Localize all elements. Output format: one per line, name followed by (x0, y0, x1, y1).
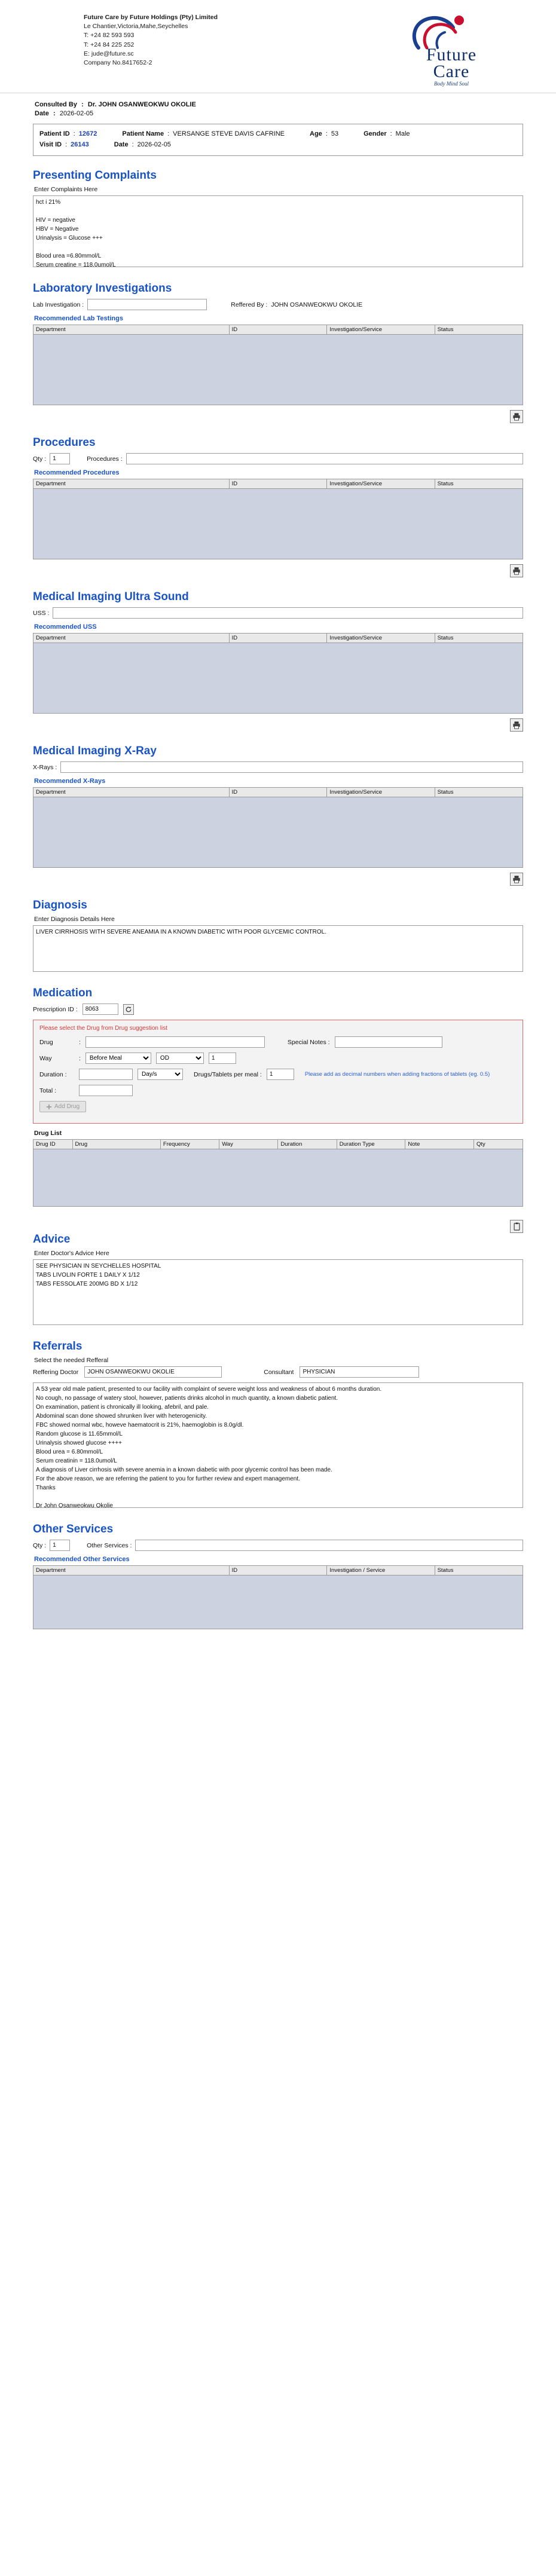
company-logo (383, 13, 520, 87)
medication-section (0, 987, 556, 1207)
visit-date-label: Date (114, 141, 129, 149)
diagnosis-textarea[interactable] (33, 925, 523, 972)
logo-line-2: Care (433, 61, 470, 81)
uss-col-id: ID (229, 634, 327, 643)
complaints-textarea[interactable] (33, 195, 523, 267)
referrals-title: Referrals (33, 1340, 83, 1353)
clipboard-icon (513, 1222, 521, 1231)
drug-col-way: Way (219, 1140, 278, 1149)
procedures-qty-input[interactable] (50, 453, 70, 464)
medication-title: Medication (33, 987, 93, 1000)
proc-col-id: ID (229, 479, 327, 489)
xray-table (33, 787, 523, 797)
decimal-note: Please add as decimal numbers when adding fractions of tablets (eg. 0.5) (304, 1071, 490, 1078)
drugs-per-meal-input[interactable] (267, 1069, 294, 1080)
patient-info-box (33, 124, 523, 156)
lab-col-service: Investigation/Service (327, 325, 435, 335)
company-tel-1: T: +24 82 593 593 (84, 32, 135, 39)
total-input[interactable] (79, 1085, 133, 1096)
duration-input[interactable] (79, 1069, 133, 1080)
lab-table-header-row (33, 325, 523, 335)
drug-col-id: Drug ID (33, 1140, 73, 1149)
os-col-id: ID (229, 1566, 327, 1575)
medication-entry-panel (33, 1020, 523, 1124)
drug-row: Drug : Special Notes : (39, 1036, 517, 1048)
drug-col-duration: Duration (278, 1140, 337, 1149)
lab-print-button[interactable] (510, 410, 523, 423)
patient-gender-value: Male (395, 130, 410, 138)
proc-col-status: Status (435, 479, 523, 489)
referred-by-label: Reffered By : (231, 301, 268, 308)
other-services-body[interactable] (33, 1575, 523, 1629)
company-details (84, 13, 218, 68)
consulted-by-value: Dr. JOHN OSANWEOKWU OKOLIE (87, 101, 196, 109)
uss-label: USS : (33, 609, 50, 617)
logo-line-1: Future (426, 45, 477, 65)
diagnosis-sublabel: Enter Diagnosis Details Here (34, 916, 115, 923)
lab-investigation-label: Lab Investigation : (33, 301, 84, 308)
other-services-input[interactable] (135, 1540, 523, 1551)
uss-table-body[interactable] (33, 643, 523, 714)
xray-input[interactable] (60, 761, 523, 773)
patient-age-label: Age (310, 130, 322, 138)
prescription-id-label: Prescription ID : (33, 1005, 78, 1013)
xray-label: X-Rays : (33, 763, 57, 771)
xray-section (0, 745, 556, 886)
total-row (39, 1085, 517, 1096)
prescription-id-row (33, 1004, 523, 1015)
procedures-input[interactable] (126, 453, 523, 464)
lab-col-id: ID (229, 325, 327, 335)
drugs-per-meal-label: Drugs/Tablets per meal : (194, 1070, 262, 1078)
drug-col-duration-type: Duration Type (337, 1140, 405, 1149)
advice-section (0, 1220, 556, 1327)
company-email: E: jude@future.sc (84, 50, 134, 57)
xray-table-body[interactable] (33, 797, 523, 868)
refresh-icon (125, 1006, 132, 1013)
drug-col-note: Note (405, 1140, 474, 1149)
advice-title: Advice (33, 1233, 71, 1246)
consulted-by-label: Consulted By (35, 101, 77, 109)
drug-list-header-row (33, 1140, 523, 1149)
lab-col-status: Status (435, 325, 523, 335)
add-drug-row (39, 1101, 517, 1112)
duration-unit-select[interactable] (138, 1069, 183, 1080)
company-number: Company No.8417652-2 (84, 59, 152, 67)
duration-row (39, 1069, 517, 1080)
letterhead (0, 0, 556, 93)
visit-date-value: 2026-02-05 (137, 141, 171, 149)
patient-id-value: 12672 (78, 130, 97, 138)
patient-age-value: 53 (331, 130, 339, 138)
presenting-complaints-title: Presenting Complaints (33, 169, 157, 182)
procedures-table-header-row (33, 479, 523, 489)
consultant-input[interactable] (300, 1366, 419, 1378)
lab-investigation-input[interactable] (87, 299, 207, 310)
patient-name-label: Patient Name (122, 130, 164, 138)
frequency-select[interactable] (156, 1053, 204, 1064)
drug-selection-warning: Please select the Drug from Drug suggestion list (39, 1025, 167, 1032)
xray-title: Medical Imaging X-Ray (33, 745, 157, 758)
other-services-title: Other Services (33, 1523, 114, 1536)
advice-clipboard-button[interactable] (510, 1220, 523, 1233)
special-notes-input[interactable] (335, 1036, 442, 1048)
consultation-header (0, 93, 556, 120)
visit-id-label: Visit ID (39, 141, 62, 149)
company-name: Future Care by Future Holdings (Pty) Limited (84, 14, 218, 21)
drug-list-table (33, 1139, 523, 1149)
recommended-procedures-label: Recommended Procedures (34, 469, 120, 477)
os-col-status: Status (435, 1566, 523, 1575)
xray-print-button[interactable] (510, 873, 523, 886)
other-services-header-row (33, 1566, 523, 1575)
consultation-date-row: Date : 2026-02-05 (35, 110, 94, 118)
prescription-refresh-button[interactable] (123, 1004, 134, 1015)
patient-gender-label: Gender (363, 130, 387, 138)
presenting-complaints-section (0, 169, 556, 269)
drug-input[interactable] (85, 1036, 265, 1048)
uss-col-status: Status (435, 634, 523, 643)
os-col-department: Department (33, 1566, 230, 1575)
referred-by-value: JOHN OSANWEOKWU OKOLIE (271, 301, 363, 308)
recommended-uss-label: Recommended USS (34, 623, 97, 631)
referrals-section (0, 1340, 556, 1510)
uss-input[interactable] (53, 607, 523, 619)
referring-doctor-label: Reffering Doctor (33, 1368, 79, 1376)
laboratory-title: Laboratory Investigations (33, 282, 172, 295)
other-services-label: Other Services : (87, 1541, 132, 1549)
other-services-section (0, 1523, 556, 1629)
diagnosis-title: Diagnosis (33, 899, 87, 912)
procedures-label: Procedures : (87, 455, 123, 463)
referral-doctor-row (33, 1366, 523, 1378)
diagnosis-section (0, 899, 556, 974)
procedures-print-button[interactable] (510, 564, 523, 577)
patient-id-label: Patient ID (39, 130, 70, 138)
procedures-title: Procedures (33, 436, 96, 449)
consulted-by-row: Consulted By : Dr. JOHN OSANWEOKWU OKOLIE (35, 101, 196, 109)
way-row: Way : Before Meal OD 1 (39, 1053, 517, 1064)
logo-tagline: Body Mind Soul (434, 81, 469, 87)
recommended-xray-label: Recommended X-Rays (34, 778, 106, 785)
consultation-date-label: Date (35, 110, 49, 118)
add-drug-button[interactable] (39, 1101, 86, 1112)
visit-id-value: 26143 (71, 141, 89, 149)
uss-col-department: Department (33, 634, 230, 643)
special-notes-label: Special Notes : (287, 1038, 330, 1046)
referring-doctor-input[interactable] (84, 1366, 222, 1378)
ultrasound-title: Medical Imaging Ultra Sound (33, 591, 189, 604)
advice-sublabel: Enter Doctor's Advice Here (34, 1250, 109, 1258)
prescription-id-input[interactable] (83, 1004, 118, 1015)
proc-col-department: Department (33, 479, 230, 489)
lab-results-table (33, 325, 523, 335)
drug-col-drug: Drug (72, 1140, 160, 1149)
os-col-service: Investigation / Service (327, 1566, 435, 1575)
printer-icon (512, 875, 521, 883)
way-label: Way (39, 1054, 52, 1062)
drug-label: Drug (39, 1038, 53, 1046)
consultation-date-value: 2026-02-05 (59, 110, 94, 118)
procedures-section (0, 436, 556, 577)
duration-label: Duration : (39, 1070, 67, 1078)
advice-textarea[interactable] (33, 1259, 523, 1325)
xray-col-status: Status (435, 788, 523, 797)
printer-icon (512, 721, 521, 729)
procedures-table (33, 479, 523, 489)
xray-col-department: Department (33, 788, 230, 797)
procedures-table-body[interactable] (33, 489, 523, 559)
printer-icon (512, 567, 521, 575)
frequency-qty-input[interactable] (209, 1053, 236, 1064)
patient-info-row-1: Patient ID : 12672 Patient Name : VERSANGE STEVE DAVIS CAFRINE Age : 53 Gender : Male (39, 130, 410, 138)
company-tel-2: T: +24 84 225 252 (84, 41, 135, 48)
xray-table-header-row (33, 788, 523, 797)
uss-table-header-row (33, 634, 523, 643)
uss-print-button[interactable] (510, 718, 523, 732)
logo-wordmark (383, 47, 520, 79)
way-select[interactable] (85, 1053, 151, 1064)
proc-col-service: Investigation/Service (327, 479, 435, 489)
presenting-complaints-sublabel: Enter Complaints Here (34, 186, 98, 194)
patient-name-value: VERSANGE STEVE DAVIS CAFRINE (173, 130, 285, 138)
drug-col-qty: Qty (474, 1140, 523, 1149)
referral-textarea[interactable] (33, 1382, 523, 1508)
procedures-qty-label: Qty : (33, 455, 47, 463)
laboratory-section (0, 282, 556, 423)
lab-col-department: Department (33, 325, 230, 335)
consultant-label: Consultant (264, 1368, 294, 1376)
other-services-qty-label: Qty : (33, 1541, 47, 1549)
referrals-sublabel: Select the needed Refferal (34, 1357, 109, 1365)
drug-list-body[interactable] (33, 1149, 523, 1207)
other-services-table (33, 1565, 523, 1575)
total-label: Total : (39, 1087, 57, 1094)
add-drug-label: Add Drug (54, 1103, 80, 1110)
printer-icon (512, 412, 521, 421)
patient-info-row-2: Visit ID : 26143 Date : 2026-02-05 (39, 141, 171, 149)
xray-col-id: ID (229, 788, 327, 797)
drug-col-frequency: Frequency (160, 1140, 219, 1149)
uss-col-service: Investigation/Service (327, 634, 435, 643)
recommended-lab-label: Recommended Lab Testings (34, 315, 123, 323)
drug-list-label: Drug List (34, 1130, 62, 1137)
plus-icon (46, 1104, 52, 1110)
ultrasound-section (0, 591, 556, 732)
lab-table-body[interactable] (33, 335, 523, 405)
uss-table (33, 633, 523, 643)
xray-col-service: Investigation/Service (327, 788, 435, 797)
recommended-other-services-label: Recommended Other Services (34, 1556, 130, 1564)
company-address: Le Chantier,Victoria,Mahe,Seychelles (84, 23, 188, 30)
other-services-qty-input[interactable] (50, 1540, 70, 1551)
